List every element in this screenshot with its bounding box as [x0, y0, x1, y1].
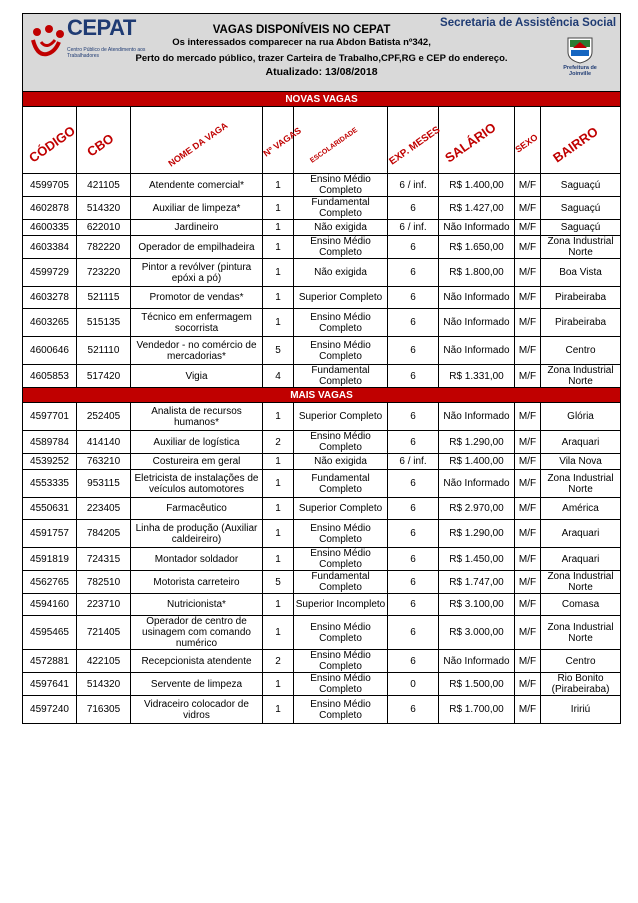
job-row	[23, 403, 621, 431]
cell-job-name: Costureira em geral	[131, 454, 263, 470]
cell-experience: 6	[388, 616, 439, 650]
cell-experience: 6	[388, 337, 439, 365]
cell-vacancies: 1	[263, 520, 294, 548]
column-header-experience	[387, 107, 443, 174]
cell-vacancies: 2	[263, 650, 294, 673]
column-header-label: SALÁRIO	[442, 119, 499, 166]
cell-job-name: Promotor de vendas*	[131, 287, 263, 309]
cell-code: 4599729	[23, 259, 77, 287]
column-header-neighborhood	[541, 107, 621, 174]
cell-salary: Não Informado	[439, 309, 515, 337]
cell-salary: R$ 1.747,00	[439, 571, 515, 594]
cell-neighborhood: Saguaçú	[541, 220, 621, 236]
cell-sex: M/F	[515, 470, 541, 498]
cell-vacancies: 1	[263, 220, 294, 236]
cell-code: 4599705	[23, 174, 77, 197]
cell-sex: M/F	[515, 454, 541, 470]
cell-job-name: Montador soldador	[131, 548, 263, 571]
cell-education: Ensino Médio Completo	[294, 309, 388, 337]
cell-salary: R$ 1.650,00	[439, 236, 515, 259]
cell-neighborhood: Zona Industrial Norte	[541, 470, 621, 498]
column-header-label: EXP. MESES	[387, 124, 443, 168]
cell-education: Ensino Médio Completo	[294, 174, 388, 197]
cell-sex: M/F	[515, 220, 541, 236]
cell-vacancies: 4	[263, 365, 294, 388]
job-row	[23, 520, 621, 548]
cell-vacancies: 2	[263, 431, 294, 454]
cell-job-name: Atendente comercial*	[131, 174, 263, 197]
column-header-svg	[387, 107, 443, 173]
cell-job-name: Linha de produção (Auxiliar caldeireiro)	[131, 520, 263, 548]
cell-experience: 6 / inf.	[388, 174, 439, 197]
cell-job-name: Eletricista de instalações de veículos automotores	[131, 470, 263, 498]
cell-experience: 6 / inf.	[388, 454, 439, 470]
cell-education: Ensino Médio Completo	[294, 616, 388, 650]
cell-experience: 6	[388, 470, 439, 498]
cell-vacancies: 1	[263, 236, 294, 259]
cell-cbo: 953115	[77, 470, 131, 498]
column-header-sex	[515, 107, 541, 174]
logo-text: CEPAT	[67, 15, 136, 40]
cell-education: Ensino Médio Completo	[294, 337, 388, 365]
section-header-row	[23, 92, 621, 107]
cell-code: 4602878	[23, 197, 77, 220]
job-row	[23, 259, 621, 287]
cell-sex: M/F	[515, 287, 541, 309]
cell-job-name: Pintor a revólver (pintura epóxi a pó)	[131, 259, 263, 287]
page-title: VAGAS DISPONÍVEIS NO CEPAT	[212, 24, 391, 36]
cell-experience: 6	[388, 236, 439, 259]
cell-neighborhood: Zona Industrial Norte	[541, 236, 621, 259]
cell-experience: 6	[388, 309, 439, 337]
cell-cbo: 763210	[77, 454, 131, 470]
cell-education: Fundamental Completo	[294, 365, 388, 388]
cell-neighborhood: Zona Industrial Norte	[541, 365, 621, 388]
job-row	[23, 673, 621, 696]
cell-salary: R$ 1.427,00	[439, 197, 515, 220]
cell-sex: M/F	[515, 309, 541, 337]
cell-neighborhood: Centro	[541, 650, 621, 673]
cell-vacancies: 1	[263, 403, 294, 431]
cell-education: Ensino Médio Completo	[294, 673, 388, 696]
cell-cbo: 515135	[77, 309, 131, 337]
cell-cbo: 723220	[77, 259, 131, 287]
cell-vacancies: 1	[263, 498, 294, 520]
cell-cbo: 716305	[77, 696, 131, 724]
cell-code: 4605853	[23, 365, 77, 388]
cell-experience: 6	[388, 520, 439, 548]
cell-education: Ensino Médio Completo	[294, 431, 388, 454]
cell-salary: R$ 3.100,00	[439, 594, 515, 616]
jobs-table	[22, 13, 621, 724]
cell-cbo: 521115	[77, 287, 131, 309]
cell-experience: 6	[388, 498, 439, 520]
cell-neighborhood: Saguaçú	[541, 197, 621, 220]
cell-cbo: 223405	[77, 498, 131, 520]
cell-neighborhood: Araquari	[541, 548, 621, 571]
cell-neighborhood: Comasa	[541, 594, 621, 616]
cell-vacancies: 1	[263, 174, 294, 197]
cell-vacancies: 1	[263, 616, 294, 650]
column-header-svg	[439, 107, 514, 173]
cell-sex: M/F	[515, 548, 541, 571]
job-row	[23, 650, 621, 673]
cell-salary: R$ 3.000,00	[439, 616, 515, 650]
column-header-education	[294, 107, 388, 174]
cell-sex: M/F	[515, 673, 541, 696]
column-header-row	[23, 107, 621, 174]
cell-sex: M/F	[515, 337, 541, 365]
cell-cbo: 784205	[77, 520, 131, 548]
cell-code: 4539252	[23, 454, 77, 470]
cell-sex: M/F	[515, 498, 541, 520]
cell-job-name: Operador de empilhadeira	[131, 236, 263, 259]
cell-cbo: 514320	[77, 197, 131, 220]
cell-experience: 6	[388, 650, 439, 673]
cell-vacancies: 1	[263, 287, 294, 309]
cell-experience: 6	[388, 403, 439, 431]
cell-experience: 6	[388, 259, 439, 287]
cell-neighborhood: Boa Vista	[541, 259, 621, 287]
cell-vacancies: 1	[263, 197, 294, 220]
cell-sex: M/F	[515, 594, 541, 616]
cell-code: 4597240	[23, 696, 77, 724]
cell-salary: R$ 1.800,00	[439, 259, 515, 287]
sheet-header	[23, 14, 621, 92]
cell-cbo: 721405	[77, 616, 131, 650]
cell-job-name: Farmacêutico	[131, 498, 263, 520]
cell-code: 4594160	[23, 594, 77, 616]
section-title: NOVAS VAGAS	[23, 92, 621, 107]
column-header-cbo	[77, 107, 131, 174]
column-header-label: BAIRRO	[550, 123, 601, 166]
cell-job-name: Analista de recursos humanos*	[131, 403, 263, 431]
cell-salary: Não Informado	[439, 403, 515, 431]
cell-code: 4600646	[23, 337, 77, 365]
column-header-svg	[23, 107, 76, 173]
column-header-svg	[261, 107, 303, 173]
cell-experience: 6	[388, 365, 439, 388]
job-row	[23, 337, 621, 365]
cell-vacancies: 5	[263, 337, 294, 365]
column-header-svg	[294, 107, 387, 173]
cell-sex: M/F	[515, 197, 541, 220]
job-row	[23, 309, 621, 337]
column-header-svg	[131, 107, 262, 173]
header-line-1: Os interessados comparecer na rua Abdon Batista nº342,	[172, 37, 431, 48]
job-row	[23, 470, 621, 498]
cell-neighborhood: Centro	[541, 337, 621, 365]
cell-cbo: 421105	[77, 174, 131, 197]
section-header-row	[23, 388, 621, 403]
cell-salary: Não Informado	[439, 287, 515, 309]
cell-code: 4572881	[23, 650, 77, 673]
cell-code: 4562765	[23, 571, 77, 594]
cell-code: 4591819	[23, 548, 77, 571]
cell-cbo: 422105	[77, 650, 131, 673]
cell-neighborhood: América	[541, 498, 621, 520]
cell-salary: R$ 1.400,00	[439, 174, 515, 197]
cell-job-name: Auxiliar de logística	[131, 431, 263, 454]
column-header-vacancies	[261, 107, 303, 174]
cell-sex: M/F	[515, 520, 541, 548]
cell-job-name: Servente de limpeza	[131, 673, 263, 696]
cell-vacancies: 1	[263, 454, 294, 470]
job-row	[23, 498, 621, 520]
cell-sex: M/F	[515, 174, 541, 197]
cell-education: Ensino Médio Completo	[294, 548, 388, 571]
cell-code: 4597641	[23, 673, 77, 696]
job-row	[23, 431, 621, 454]
cell-sex: M/F	[515, 571, 541, 594]
cell-education: Não exigida	[294, 454, 388, 470]
cell-job-name: Motorista carreteiro	[131, 571, 263, 594]
cell-salary: Não Informado	[439, 337, 515, 365]
cell-education: Não exigida	[294, 220, 388, 236]
prefeitura-text: Prefeitura de Joinville	[563, 65, 597, 77]
cell-sex: M/F	[515, 365, 541, 388]
cell-job-name: Recepcionista atendente	[131, 650, 263, 673]
job-listing-sheet	[22, 13, 620, 724]
header-line-2: Perto do mercado público, trazer Carteira de Trabalho,CPF,RG e CEP do endereço.	[135, 53, 508, 64]
cell-education: Ensino Médio Completo	[294, 520, 388, 548]
column-header-code	[23, 107, 77, 174]
cell-job-name: Jardineiro	[131, 220, 263, 236]
column-header-label: ESCOLARIDADE	[309, 126, 360, 165]
section-title: MAIS VAGAS	[23, 388, 621, 403]
secretaria-logo	[440, 17, 617, 84]
column-header-job-name	[131, 107, 263, 174]
cell-salary: R$ 1.700,00	[439, 696, 515, 724]
cell-code: 4603384	[23, 236, 77, 259]
cell-code: 4595465	[23, 616, 77, 650]
cell-education: Ensino Médio Completo	[294, 650, 388, 673]
cell-neighborhood: Zona Industrial Norte	[541, 616, 621, 650]
column-header-salary	[439, 107, 515, 174]
cell-job-name: Operador de centro de usinagem com comando numérico	[131, 616, 263, 650]
cell-code: 4600335	[23, 220, 77, 236]
cell-neighborhood: Pirabeiraba	[541, 287, 621, 309]
cell-neighborhood: Iririú	[541, 696, 621, 724]
cell-experience: 6	[388, 431, 439, 454]
job-row	[23, 287, 621, 309]
cell-education: Fundamental Completo	[294, 470, 388, 498]
cell-education: Superior Incompleto	[294, 594, 388, 616]
cell-salary: Não Informado	[439, 650, 515, 673]
cell-education: Ensino Médio Completo	[294, 696, 388, 724]
cell-experience: 6	[388, 197, 439, 220]
cell-experience: 6 / inf.	[388, 220, 439, 236]
job-row	[23, 571, 621, 594]
cell-neighborhood: Saguaçú	[541, 174, 621, 197]
cell-job-name: Vigia	[131, 365, 263, 388]
cell-vacancies: 5	[263, 571, 294, 594]
cell-vacancies: 1	[263, 470, 294, 498]
cell-experience: 6	[388, 594, 439, 616]
cell-vacancies: 1	[263, 673, 294, 696]
cell-experience: 6	[388, 287, 439, 309]
cell-neighborhood: Zona Industrial Norte	[541, 571, 621, 594]
cell-neighborhood: Pirabeiraba	[541, 309, 621, 337]
job-row	[23, 197, 621, 220]
cell-code: 4550631	[23, 498, 77, 520]
column-header-svg	[77, 107, 130, 173]
cell-education: Fundamental Completo	[294, 571, 388, 594]
job-row	[23, 365, 621, 388]
cell-salary: R$ 1.400,00	[439, 454, 515, 470]
job-row	[23, 594, 621, 616]
job-row	[23, 236, 621, 259]
cell-cbo: 252405	[77, 403, 131, 431]
column-header-svg	[515, 107, 540, 173]
cell-neighborhood: Araquari	[541, 431, 621, 454]
cell-vacancies: 1	[263, 548, 294, 571]
cell-salary: R$ 1.331,00	[439, 365, 515, 388]
cell-job-name: Vidraceiro colocador de vidros	[131, 696, 263, 724]
header-title-block	[133, 23, 470, 49]
logo-subtext: Centro Público de Atendimento aos Trabalhadores	[67, 47, 146, 59]
cell-job-name: Nutricionista*	[131, 594, 263, 616]
cell-education: Ensino Médio Completo	[294, 236, 388, 259]
cell-code: 4589784	[23, 431, 77, 454]
cell-experience: 6	[388, 571, 439, 594]
job-row	[23, 454, 621, 470]
job-row	[23, 548, 621, 571]
cell-job-name: Técnico em enfermagem socorrista	[131, 309, 263, 337]
cell-education: Superior Completo	[294, 287, 388, 309]
cell-salary: R$ 1.500,00	[439, 673, 515, 696]
cell-code: 4597701	[23, 403, 77, 431]
cell-neighborhood: Araquari	[541, 520, 621, 548]
column-header-label: NOME DA VAGA	[166, 120, 230, 169]
cell-job-name: Vendedor - no comércio de mercadorias*	[131, 337, 263, 365]
cell-cbo: 724315	[77, 548, 131, 571]
cell-vacancies: 1	[263, 259, 294, 287]
cell-vacancies: 1	[263, 696, 294, 724]
cell-vacancies: 1	[263, 309, 294, 337]
cell-code: 4603278	[23, 287, 77, 309]
updated-date: Atualizado: 13/08/2018	[265, 66, 378, 78]
cell-sex: M/F	[515, 431, 541, 454]
job-row	[23, 696, 621, 724]
cell-sex: M/F	[515, 259, 541, 287]
cell-salary: R$ 2.970,00	[439, 498, 515, 520]
cell-experience: 6	[388, 696, 439, 724]
cell-salary: Não Informado	[439, 220, 515, 236]
cell-neighborhood: Vila Nova	[541, 454, 621, 470]
cell-neighborhood: Rio Bonito (Pirabeiraba)	[541, 673, 621, 696]
cell-code: 4603265	[23, 309, 77, 337]
cell-sex: M/F	[515, 403, 541, 431]
cell-cbo: 521110	[77, 337, 131, 365]
column-header-label: Nº VAGAS	[261, 125, 303, 159]
job-row	[23, 174, 621, 197]
cell-vacancies: 1	[263, 594, 294, 616]
cell-cbo: 414140	[77, 431, 131, 454]
cell-salary: R$ 1.450,00	[439, 548, 515, 571]
cell-sex: M/F	[515, 616, 541, 650]
cell-neighborhood: Glória	[541, 403, 621, 431]
column-header-label: CBO	[84, 130, 117, 160]
cell-education: Não exigida	[294, 259, 388, 287]
cell-experience: 0	[388, 673, 439, 696]
cell-cbo: 517420	[77, 365, 131, 388]
cell-sex: M/F	[515, 236, 541, 259]
cell-cbo: 782220	[77, 236, 131, 259]
cell-salary: R$ 1.290,00	[439, 520, 515, 548]
job-row	[23, 220, 621, 236]
cell-code: 4591757	[23, 520, 77, 548]
cell-experience: 6	[388, 548, 439, 571]
cell-education: Superior Completo	[294, 403, 388, 431]
cell-cbo: 782510	[77, 571, 131, 594]
cell-cbo: 514320	[77, 673, 131, 696]
cell-code: 4553335	[23, 470, 77, 498]
cell-cbo: 622010	[77, 220, 131, 236]
joinville-crest-icon	[565, 36, 595, 64]
cell-sex: M/F	[515, 696, 541, 724]
cell-education: Fundamental Completo	[294, 197, 388, 220]
secretaria-text: Secretaria de Assistência Social	[440, 17, 617, 29]
cell-job-name: Auxiliar de limpeza*	[131, 197, 263, 220]
column-header-label: SEXO	[513, 132, 540, 155]
column-header-label: CÓDIGO	[26, 122, 78, 166]
cell-cbo: 223710	[77, 594, 131, 616]
cell-sex: M/F	[515, 650, 541, 673]
cell-education: Superior Completo	[294, 498, 388, 520]
cell-salary: R$ 1.290,00	[439, 431, 515, 454]
column-header-svg	[541, 107, 620, 173]
cell-salary: Não Informado	[439, 470, 515, 498]
job-row	[23, 616, 621, 650]
